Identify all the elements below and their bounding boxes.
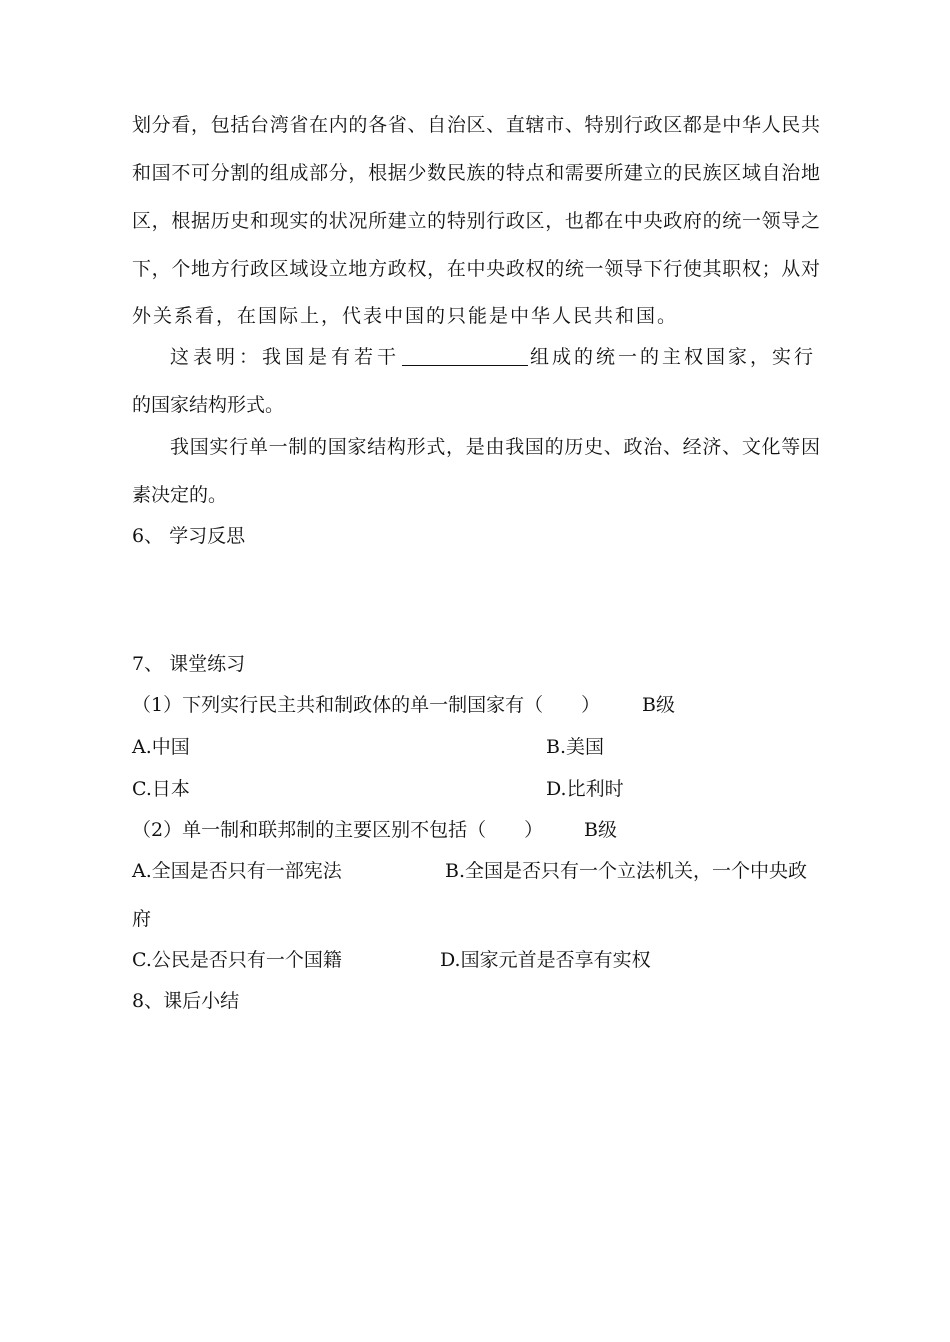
- conclusion-suffix: 组成的统一的主权国家，实行: [530, 346, 817, 368]
- question1-option-a: A.中国: [132, 736, 190, 758]
- question2-option-d: D.国家元首是否享有实权: [440, 949, 651, 971]
- paragraph1-line-1: 划分看，包括台湾省在内的各省、自治区、直辖市、特别行政区都是中华人民共: [132, 114, 820, 136]
- question1-option-d: D.比利时: [546, 778, 624, 800]
- question1-option-c: C.日本: [132, 778, 190, 800]
- paragraph1-line-4: 下，个地方行政区域设立地方政权，在中央政权的统一领导下行使其职权；从对: [132, 258, 820, 280]
- paragraph1-line-2: 和国不可分割的组成部分，根据少数民族的特点和需要所建立的民族区域自治地: [132, 162, 820, 184]
- section8-title: 8、课后小结: [132, 990, 240, 1012]
- question1-option-b: B.美国: [546, 736, 605, 758]
- question2-options-row-2: [132, 947, 832, 973]
- question2-option-b-continued: 府: [132, 908, 152, 930]
- question2-stem: （2）单一制和联邦制的主要区别不包括（ ）: [132, 819, 544, 841]
- section6-title: 6、 学习反思: [132, 525, 246, 547]
- question2-grade: B级: [584, 819, 617, 841]
- question2-option-c: C.公民是否只有一个国籍: [132, 949, 342, 971]
- section7-title: 7、 课堂练习: [132, 653, 246, 675]
- fill-in-blank: [402, 345, 528, 366]
- question2-option-b: B.全国是否只有一个立法机关，一个中央政: [445, 860, 808, 882]
- question1-grade: B级: [642, 694, 675, 716]
- question1-stem: （1）下列实行民主共和制政体的单一制国家有（ ）: [132, 694, 601, 716]
- conclusion-line-2: 的国家结构形式。: [132, 394, 285, 416]
- conclusion-line-1: [170, 344, 820, 370]
- question2-options-row-1: [132, 858, 832, 884]
- question2-option-a: A.全国是否只有一部宪法: [132, 860, 342, 882]
- paragraph1-line-5: 外关系看，在国际上，代表中国的只能是中华人民共和国。: [132, 305, 679, 327]
- question1-row: [132, 692, 832, 718]
- paragraph2-line-1: 我国实行单一制的国家结构形式，是由我国的历史、政治、经济、文化等因: [170, 436, 820, 458]
- question2-row: [132, 817, 832, 843]
- paragraph2-line-2: 素决定的。: [132, 484, 228, 506]
- paragraph1-line-3: 区，根据历史和现实的状况所建立的特别行政区，也都在中央政府的统一领导之: [132, 210, 820, 232]
- question1-options-row-2: [132, 776, 832, 802]
- conclusion-prefix: 这表明：我国是有若干: [170, 346, 401, 368]
- question1-options-row-1: [132, 734, 832, 760]
